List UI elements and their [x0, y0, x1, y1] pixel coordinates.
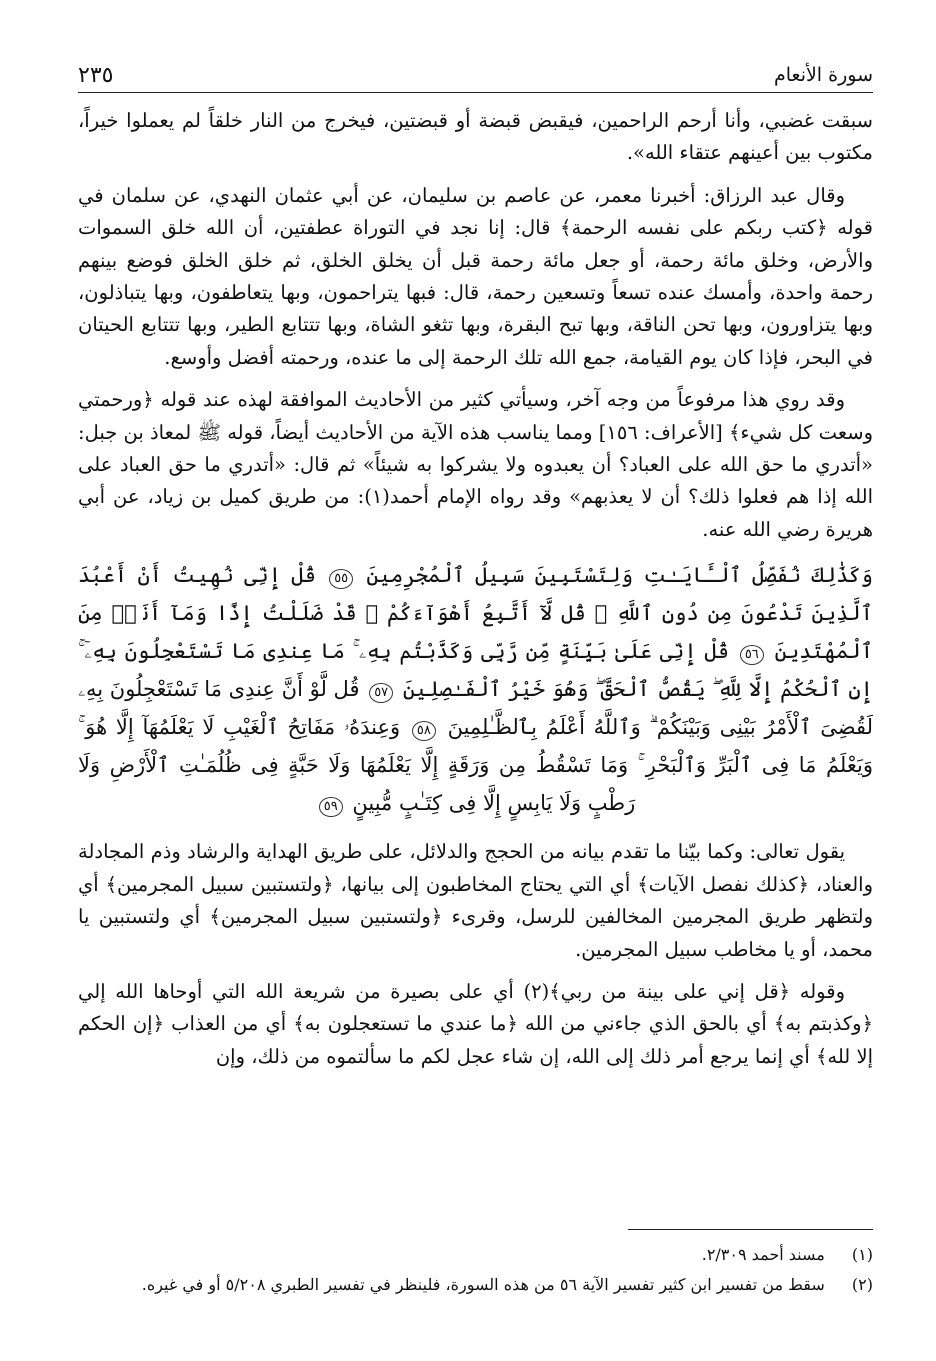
footnote-number: (١) [851, 1245, 873, 1264]
page-header [78, 52, 873, 93]
paragraph: سبقت غضبي، وأنا أرحم الراحمين، فيقبض قبضة أو قبضتين، فيخرج من النار خلقاً لم يعملوا خيراً، مكتوب بين أعينهم عتقاء الله». [78, 109, 873, 165]
paragraph: وقال عبد الرزاق: أخبرنا معمر، عن عاصم بن سليمان، عن أبي عثمان النهدي، عن سلمان في قوله ﴿كتب ربكم على نفسه الرحمة﴾ قال: إنا نجد في التوراة عطفتين، أن الله خلق السموات والأرض، وخلق مائة رحمة، أو جعل مائة رحمة قبل أن يخلق الخلق، ثم خلق الخلق فوضع بينهم رحمة واحدة، وأمسك عنده تسعاً وتسعين رحمة، قال: فبها يتراحمون، وبها يتعاطفون، وبها يتباذلون، وبها يتزاورون، وبها تحن الناقة، وبها تبح البقرة، وبها تثغو الشاة، وبها تتتابع الطير، وبها تتتابع الحيتان في البحر، فإذا كان يوم القيامة، جمع الله تلك الرحمة إلى ما عنده، ورحمته أفضل وأوسع. [78, 183, 873, 369]
ayah-number: ٥٥ [329, 569, 353, 589]
footnote-text: سقط من تفسير ابن كثير تفسير الآية ٥٦ من هذه السورة، فلينظر في تفسير الطبري ٥/٢٠٨ أو في غيره. [141, 1275, 825, 1294]
footnote-text: مسند أحمد ٢/٣٠٩. [701, 1245, 825, 1264]
page-body [78, 105, 873, 1073]
footnote-number: (٢) [851, 1275, 873, 1294]
quran-verse: قُلْ إِنِّى نُهِيتُ أَنْ أَعْبُدَ ٱلَّذِينَ تَدْعُونَ مِن دُونِ ٱللَّهِ ۚ قُل لَّآ أَتَّبِعُ أَهْوَآءَكُمْ ۙ قَدْ ضَلَلْتُ إِذًا وَمَآ أَنَا۠ مِنَ ٱلْمُهْتَدِينَ [78, 563, 873, 664]
quran-verse: وَكَذَٰلِكَ نُفَصِّلُ ٱلْـَٔايَـٰتِ وَلِتَسْتَبِينَ سَبِيلُ ٱلْمُجْرِمِينَ [366, 563, 873, 588]
ayah-number: ٥٨ [412, 721, 436, 741]
quran-verse: قُلْ إِنِّى عَلَىٰ بَيِّنَةٍ مِّن رَّبِّى وَكَذَّبْتُم بِهِۦ ۚ مَا عِندِى مَا تَسْتَعْجِلُونَ بِهِۦٓ ۚ إِنِ ٱلْحُكْمُ إِلَّا لِلَّهِ ۖ يَقُصُّ ٱلْحَقَّ ۖ وَهُوَ خَيْرُ ٱلْفَـٰصِلِينَ [78, 639, 873, 702]
quran-verse: قُل لَّوْ أَنَّ عِندِى مَا تَسْتَعْجِلُونَ بِهِۦ لَقُضِىَ ٱلْأَمْرُ بَيْنِى وَبَيْنَكُمْ ۗ وَٱللَّهُ أَعْلَمُ بِٱلظَّـٰلِمِينَ [78, 677, 873, 740]
ayah-number: ٥٧ [369, 683, 393, 703]
footnote [141, 1270, 873, 1300]
footnote [628, 1240, 873, 1270]
quran-passage [78, 556, 873, 822]
quran-verse: وَعِندَهُۥ مَفَاتِحُ ٱلْغَيْبِ لَا يَعْلَمُهَآ إِلَّا هُوَ ۚ وَيَعْلَمُ مَا فِى ٱلْبَرِّ وَٱلْبَحْرِ ۚ وَمَا تَسْقُطُ مِن وَرَقَةٍ إِلَّا يَعْلَمُهَا وَلَا حَبَّةٍ فِى ظُلُمَـٰتِ ٱلْأَرْضِ وَلَا رَطْبٍ وَلَا يَابِسٍ إِلَّا فِى كِتَـٰبٍ مُّبِينٍ [78, 715, 873, 816]
ayah-number: ٥٩ [319, 797, 343, 817]
tafsir-paragraph: يقول تعالى: وكما بيّنا ما تقدم بيانه من الحجج والدلائل، على طريق الهداية والرشاد وذم المجادلة والعناد، ﴿كذلك نفصل الآيات﴾ أي التي يحتاج المخاطبون إلى بيانها، ﴿ولتستبين سبيل المجرمين﴾ أي ولتظهر طريق المجرمين المخالفين للرسل، وقرىء ﴿ولتستبين سبيل المجرمين﴾ أي ولتستبين يا محمد، أو يا مخاطب سبيل المجرمين. [78, 840, 873, 961]
book-page [78, 52, 873, 1342]
tafsir-paragraph: وقوله ﴿قل إني على بينة من ربي﴾(٢) أي على بصيرة من شريعة الله التي أوحاها الله إلي ﴿وكذبتم به﴾ أي بالحق الذي جاءني من الله ﴿ما عندي ما تستعجلون به﴾ أي من العذاب ﴿إن الحكم إلا لله﴾ أي إنما يرجع أمر ذلك إلى الله، إن شاء عجل لكم ما سألتموه من ذلك، وإن [78, 979, 873, 1068]
ayah-number: ٥٦ [740, 645, 764, 665]
paragraph: وقد روي هذا مرفوعاً من وجه آخر، وسيأتي كثير من الأحاديث الموافقة لهذه عند قوله ﴿ورحمتي وسعت كل شيء﴾ [الأعراف: ١٥٦] ومما يناسب هذه الآية من الأحاديث أيضاً، قوله ﷺ لمعاذ بن جبل: «أتدري ما حق الله على العباد؟ أن يعبدوه ولا يشركوا به شيئاً» ثم قال: «أتدري ما حق العباد على الله إذا هم فعلوا ذلك؟ أن لا يعذبهم» وقد رواه الإمام أحمد(١): من طريق كميل بن زياد، عن أبي هريرة رضي الله عنه. [78, 388, 873, 541]
page-number: ٢٣٥ [78, 63, 114, 88]
footnotes [141, 1229, 873, 1300]
surah-title: سورة الأنعام [773, 64, 873, 86]
